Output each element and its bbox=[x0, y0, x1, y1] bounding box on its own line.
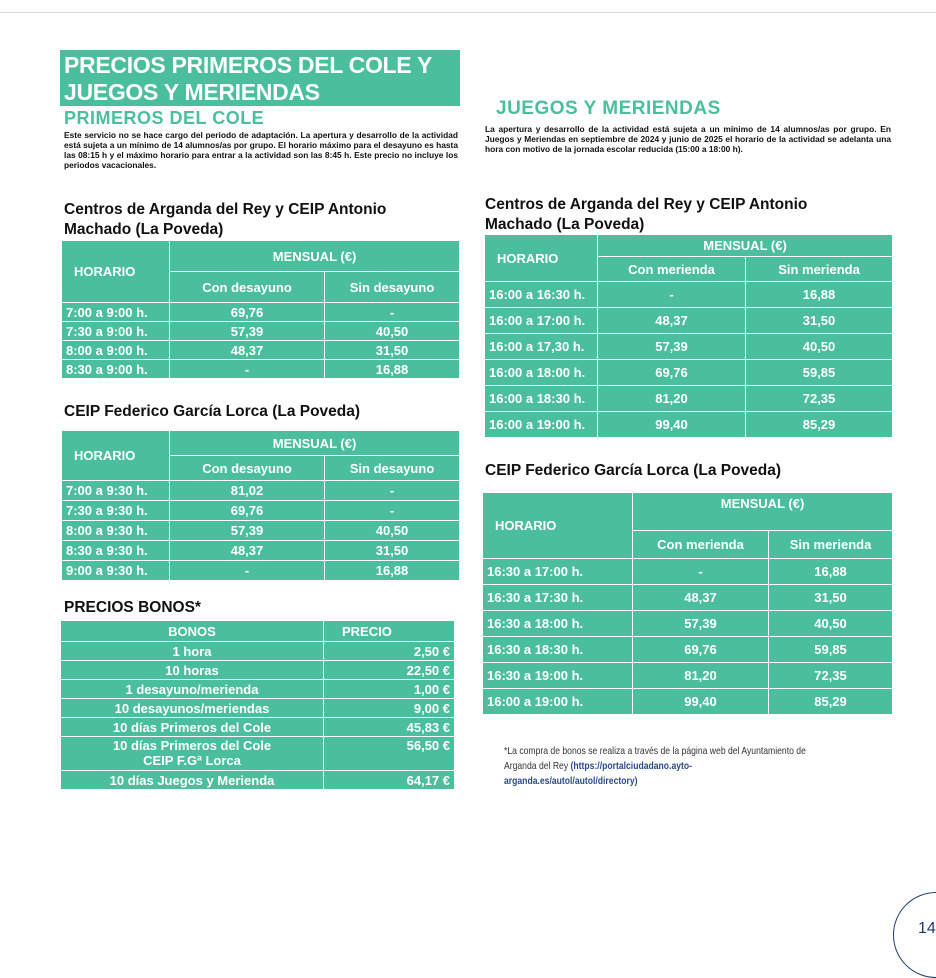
cell-horario: 16:00 a 19:00 h. bbox=[485, 412, 598, 438]
bonos-table bbox=[60, 620, 455, 790]
table-row bbox=[485, 308, 893, 334]
cell-horario: 9:00 a 9:30 h. bbox=[62, 561, 170, 581]
table-row bbox=[61, 737, 455, 771]
cell-horario: 8:30 a 9:30 h. bbox=[62, 541, 170, 561]
table-row bbox=[483, 585, 893, 611]
cell-horario: 16:00 a 18:00 h. bbox=[485, 360, 598, 386]
bonos-footnote bbox=[504, 744, 816, 789]
bono-name-line1: 10 días Primeros del Cole bbox=[112, 738, 272, 753]
top-divider bbox=[0, 12, 936, 13]
table-row bbox=[62, 303, 460, 322]
bono-name: 10 horas bbox=[61, 661, 324, 680]
cell-horario: 16:00 a 17,30 h. bbox=[485, 334, 598, 360]
cell-value: 81,20 bbox=[598, 386, 746, 412]
cell-value: 57,39 bbox=[633, 611, 769, 637]
header-horario: HORARIO bbox=[62, 241, 170, 303]
cell-value: 57,39 bbox=[170, 322, 325, 341]
cell-value: 99,40 bbox=[598, 412, 746, 438]
header-bonos: BONOS bbox=[61, 621, 324, 642]
bono-name: 10 desayunos/meriendas bbox=[61, 699, 324, 718]
header-horario: HORARIO bbox=[485, 235, 598, 282]
cell-value: 40,50 bbox=[325, 322, 460, 341]
table-row bbox=[61, 661, 455, 680]
table-row bbox=[485, 282, 893, 308]
cell-horario: 16:30 a 17:30 h. bbox=[483, 585, 633, 611]
header-col1: Con desayuno bbox=[170, 272, 325, 303]
table-row bbox=[483, 559, 893, 585]
bono-name: 10 días Primeros del Cole bbox=[61, 718, 324, 737]
cell-value: 40,50 bbox=[746, 334, 893, 360]
cell-horario: 16:00 a 16:30 h. bbox=[485, 282, 598, 308]
cell-value: - bbox=[598, 282, 746, 308]
left-table1-title: Centros de Arganda del Rey y CEIP Antonio Machado (La Poveda) bbox=[64, 201, 387, 238]
header-col2: Sin merienda bbox=[746, 257, 893, 282]
cell-horario: 16:30 a 19:00 h. bbox=[483, 663, 633, 689]
cell-value: - bbox=[633, 559, 769, 585]
bonos-title: PRECIOS BONOS* bbox=[64, 599, 201, 616]
cell-value: 16,88 bbox=[769, 559, 893, 585]
cell-value: 57,39 bbox=[170, 521, 325, 541]
cell-horario: 16:30 a 17:00 h. bbox=[483, 559, 633, 585]
table-row bbox=[483, 689, 893, 715]
header-col2: Sin desayuno bbox=[325, 456, 460, 481]
cell-horario: 8:30 a 9:00 h. bbox=[62, 360, 170, 379]
cell-horario: 7:00 a 9:30 h. bbox=[62, 481, 170, 501]
footnote-link[interactable]: (https://portalciudadano.ayto-arganda.es/autol/autol/directory) bbox=[504, 760, 693, 787]
bono-price: 9,00 € bbox=[324, 699, 455, 718]
table-row bbox=[483, 637, 893, 663]
cell-value: - bbox=[170, 360, 325, 379]
table-row bbox=[62, 541, 460, 561]
primeros-subtitle: PRIMEROS DEL COLE bbox=[64, 108, 265, 128]
cell-value: 48,37 bbox=[170, 541, 325, 561]
table-row bbox=[62, 501, 460, 521]
bono-name-line2: CEIP F.Gª Lorca bbox=[143, 753, 241, 768]
header-precio: PRECIO bbox=[324, 621, 455, 642]
cell-value: 69,76 bbox=[170, 303, 325, 322]
cell-value: 48,37 bbox=[598, 308, 746, 334]
footnote-text: *La compra de bonos se realiza a través de la página web del Ayuntamiento de Arganda del Rey bbox=[504, 745, 806, 772]
cell-horario: 7:30 a 9:00 h. bbox=[62, 322, 170, 341]
cell-value: 31,50 bbox=[769, 585, 893, 611]
header-col2: Sin merienda bbox=[769, 531, 893, 559]
bono-name bbox=[61, 737, 324, 771]
cell-value: 85,29 bbox=[746, 412, 893, 438]
cell-value: 99,40 bbox=[633, 689, 769, 715]
table-row bbox=[62, 521, 460, 541]
table-row bbox=[485, 334, 893, 360]
cell-horario: 7:30 a 9:30 h. bbox=[62, 501, 170, 521]
header-mensual: MENSUAL (€) bbox=[633, 493, 893, 531]
table-row bbox=[61, 718, 455, 737]
bono-price: 1,00 € bbox=[324, 680, 455, 699]
table-row bbox=[485, 360, 893, 386]
bono-price: 22,50 € bbox=[324, 661, 455, 680]
cell-horario: 8:00 a 9:30 h. bbox=[62, 521, 170, 541]
page-number: 14 bbox=[918, 920, 936, 937]
cell-horario: 16:00 a 17:00 h. bbox=[485, 308, 598, 334]
header-mensual: MENSUAL (€) bbox=[170, 241, 460, 272]
cell-value: 16,88 bbox=[325, 561, 460, 581]
table-row bbox=[485, 386, 893, 412]
right-table1 bbox=[484, 234, 893, 438]
page-title: PRECIOS PRIMEROS DEL COLE Y JUEGOS Y MERIENDAS bbox=[60, 50, 460, 106]
cell-value: 48,37 bbox=[170, 341, 325, 360]
primeros-note: Este servicio no se hace cargo del periodo de adaptación. La apertura y desarrollo de la actividad está sujeta a un mínimo de 14 alumnos/as por grupo. El horario máximo para el desayuno es hasta las 08:15 h y el máximo horario para entrar a la actividad son las 8:45 h. Este precio no incluye los periodos vacacionales. bbox=[64, 130, 458, 170]
bono-name: 1 desayuno/merienda bbox=[61, 680, 324, 699]
table-row bbox=[61, 680, 455, 699]
bono-name: 10 días Juegos y Merienda bbox=[61, 771, 324, 790]
cell-value: 31,50 bbox=[325, 541, 460, 561]
bono-price: 64,17 € bbox=[324, 771, 455, 790]
table-row bbox=[61, 642, 455, 661]
cell-value: - bbox=[325, 481, 460, 501]
right-table1-title: Centros de Arganda del Rey y CEIP Antonio Machado (La Poveda) bbox=[485, 196, 808, 233]
table-row bbox=[483, 611, 893, 637]
cell-value: 69,76 bbox=[633, 637, 769, 663]
table-row bbox=[485, 412, 893, 438]
cell-value: 16,88 bbox=[746, 282, 893, 308]
table-row bbox=[62, 322, 460, 341]
left-table2 bbox=[61, 430, 460, 581]
cell-value: 69,76 bbox=[170, 501, 325, 521]
table-row bbox=[62, 341, 460, 360]
left-table2-title: CEIP Federico García Lorca (La Poveda) bbox=[64, 403, 361, 420]
cell-value: 57,39 bbox=[598, 334, 746, 360]
cell-value: 59,85 bbox=[769, 637, 893, 663]
cell-value: 48,37 bbox=[633, 585, 769, 611]
bono-price: 56,50 € bbox=[324, 737, 455, 771]
header-col1: Con merienda bbox=[598, 257, 746, 282]
table-row bbox=[62, 360, 460, 379]
bono-name: 1 hora bbox=[61, 642, 324, 661]
cell-value: 81,20 bbox=[633, 663, 769, 689]
table-row bbox=[61, 699, 455, 718]
juegos-subtitle: JUEGOS Y MERIENDAS bbox=[496, 98, 721, 119]
cell-value: 81,02 bbox=[170, 481, 325, 501]
juegos-note: La apertura y desarrollo de la actividad está sujeta a un mínimo de 14 alumnos/as por grupo. En Juegos y Meriendas en septiembre de 2024 y junio de 2025 el horario de la actividad se adelanta una hora con motivo de la jornada escolar reducida (15:00 a 18:00 h). bbox=[485, 124, 891, 154]
left-table1 bbox=[61, 240, 460, 379]
cell-value: 31,50 bbox=[746, 308, 893, 334]
cell-horario: 16:00 a 18:30 h. bbox=[485, 386, 598, 412]
cell-value: 59,85 bbox=[746, 360, 893, 386]
right-table2-title: CEIP Federico García Lorca (La Poveda) bbox=[485, 462, 782, 479]
cell-horario: 16:30 a 18:30 h. bbox=[483, 637, 633, 663]
cell-value: - bbox=[325, 303, 460, 322]
table-row bbox=[483, 663, 893, 689]
cell-horario: 16:00 a 19:00 h. bbox=[483, 689, 633, 715]
table-row bbox=[62, 481, 460, 501]
header-horario: HORARIO bbox=[62, 431, 170, 481]
cell-value: 40,50 bbox=[769, 611, 893, 637]
table-row bbox=[61, 771, 455, 790]
cell-value: 72,35 bbox=[769, 663, 893, 689]
cell-horario: 16:30 a 18:00 h. bbox=[483, 611, 633, 637]
cell-value: 16,88 bbox=[325, 360, 460, 379]
header-col1: Con merienda bbox=[633, 531, 769, 559]
cell-value: 31,50 bbox=[325, 341, 460, 360]
cell-value: 40,50 bbox=[325, 521, 460, 541]
bono-price: 2,50 € bbox=[324, 642, 455, 661]
bono-price: 45,83 € bbox=[324, 718, 455, 737]
header-mensual: MENSUAL (€) bbox=[170, 431, 460, 456]
cell-value: 72,35 bbox=[746, 386, 893, 412]
header-mensual: MENSUAL (€) bbox=[598, 235, 893, 257]
cell-horario: 8:00 a 9:00 h. bbox=[62, 341, 170, 360]
cell-horario: 7:00 a 9:00 h. bbox=[62, 303, 170, 322]
cell-value: 85,29 bbox=[769, 689, 893, 715]
header-col2: Sin desayuno bbox=[325, 272, 460, 303]
header-horario: HORARIO bbox=[483, 493, 633, 559]
table-row bbox=[62, 561, 460, 581]
right-table2 bbox=[482, 492, 893, 715]
cell-value: 69,76 bbox=[598, 360, 746, 386]
header-col1: Con desayuno bbox=[170, 456, 325, 481]
cell-value: - bbox=[325, 501, 460, 521]
cell-value: - bbox=[170, 561, 325, 581]
